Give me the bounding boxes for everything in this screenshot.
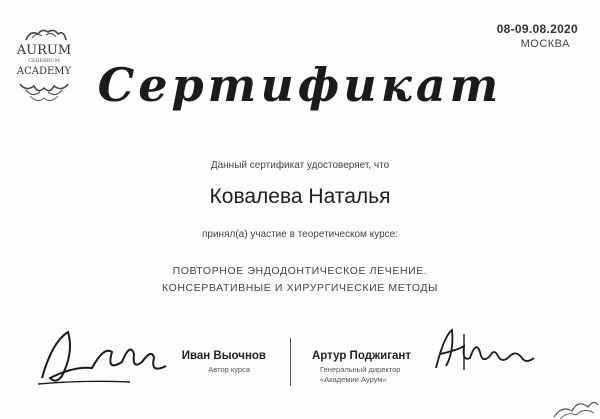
director-role-line-1: Генеральный директор: [320, 365, 401, 374]
course-title-line-2: КОНСЕРВАТИВНЫЕ И ХИРУРГИЧЕСКИЕ МЕТОДЫ: [161, 282, 439, 294]
director-block: [312, 350, 411, 385]
author-signature: [34, 322, 174, 390]
svg-text:CEREBRUM: CEREBRUM: [28, 58, 60, 64]
event-dates: 08-09.08.2020: [496, 22, 578, 36]
certificate-lead-text: Данный сертификат удостоверяет, что: [210, 160, 390, 171]
certificate-title: Сертификат: [97, 58, 503, 112]
director-name: Артур Поджигант: [312, 350, 411, 362]
corner-ornament: [550, 391, 600, 419]
recipient-name: Ковалева Наталья: [209, 185, 391, 208]
signature-divider: [290, 338, 291, 386]
svg-text:ACADEMY: ACADEMY: [16, 66, 72, 77]
director-signature: [430, 322, 540, 382]
director-role-line-2: «Академии Аурум»: [320, 375, 387, 384]
event-city: МОСКВА: [520, 38, 570, 50]
author-name: Иван Выочнов: [181, 350, 266, 362]
author-role: Автор курса: [208, 365, 250, 374]
svg-text:AURUM: AURUM: [16, 43, 72, 58]
director-role: [312, 365, 411, 385]
participation-text: принял(а) участие в теоретическом курсе:: [201, 229, 398, 240]
course-title-line-1: ПОВТОРНОЕ ЭНДОДОНТИЧЕСКОЕ ЛЕЧЕНИЕ.: [172, 265, 428, 277]
author-block: [182, 350, 266, 375]
